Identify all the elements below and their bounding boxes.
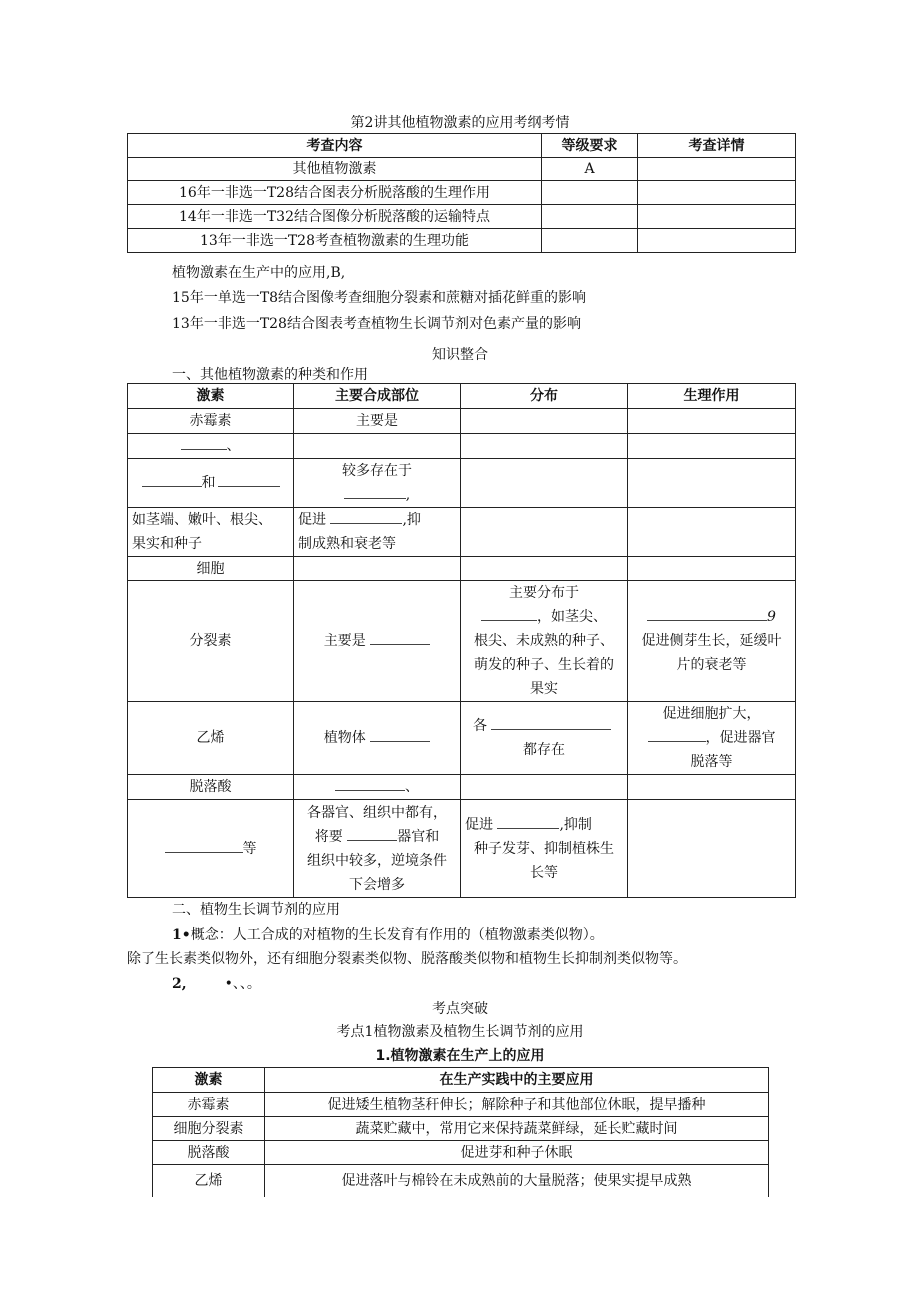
table-row: 乙烯 植物体 各 都存在 促进细胞扩大， ，促进器官 脱落等	[128, 702, 796, 775]
table-row: 如茎端、嫩叶、根尖、 果实和种子 促进 ,抑 制成熟和衰老等	[128, 508, 796, 557]
section-heading: 考点突破	[432, 1001, 488, 1017]
table-row: 等 各器官、组织中都有， 将要 器官和 组织中较多，逆境条件 下会增多 促进 ,抑制 种子发芽、抑制植株生 长等	[128, 800, 796, 898]
header-synthesis: 主要合成部位	[294, 384, 461, 409]
table-row: 13年一非选一T28考查植物激素的生理功能	[128, 229, 796, 253]
exam-outline-table	[127, 133, 796, 253]
table-row: 细胞	[128, 557, 796, 581]
table-row: 脱落酸 促进芽和种子休眠	[153, 1141, 769, 1165]
header-level: 等级要求	[542, 134, 638, 158]
paragraph: 13年一非选一T28结合图表考查植物生长调节剂对色素产量的影响	[172, 316, 581, 332]
table-row: 14年一非选一T32结合图像分析脱落酸的运输特点	[128, 205, 796, 229]
paragraph: 植物激素在生产中的应用,B,	[172, 265, 346, 281]
table-row: 细胞分裂素 蔬菜贮藏中，常用它来保持蔬菜鲜绿，延长贮藏时间	[153, 1117, 769, 1141]
application-table	[152, 1067, 769, 1197]
sub-title: 1.植物激素在生产上的应用	[375, 1048, 545, 1064]
table-row: 和 较多存在于 ,	[128, 459, 796, 508]
section-title: 二、植物生长调节剂的应用	[172, 902, 340, 918]
table-row: 乙烯 促进落叶与棉铃在未成熟前的大量脱落；使果实提早成熟	[153, 1165, 769, 1197]
header-hormone: 激素	[128, 384, 294, 409]
header-hormone: 激素	[153, 1068, 265, 1093]
section-title: 一、其他植物激素的种类和作用	[172, 367, 368, 383]
kaodian-title: 考点1植物激素及植物生长调节剂的应用	[336, 1024, 584, 1040]
table-row: 赤霉素 主要是	[128, 409, 796, 434]
header-application: 在生产实践中的主要应用	[265, 1068, 769, 1093]
table-row: 16年一非选一T28结合图表分析脱落酸的生理作用	[128, 181, 796, 205]
section-heading: 知识整合	[432, 347, 488, 363]
table-row: 脱落酸 、	[128, 775, 796, 800]
item-two: 2, •、、。	[172, 976, 261, 992]
table-row: 、	[128, 434, 796, 459]
page-title: 第2讲其他植物激素的应用考纲考情	[350, 115, 570, 131]
hormone-table	[127, 383, 796, 898]
concept-paragraph: 1•概念：人工合成的对植物的生长发育有作用的（植物激素类似物）。	[172, 927, 604, 943]
header-content: 考查内容	[128, 134, 542, 158]
table-row: 赤霉素 促进矮生植物茎秆伸长；解除种子和其他部位休眠，提早播种	[153, 1093, 769, 1117]
table-row: 其他植物激素 A	[128, 158, 796, 181]
paragraph: 15年一单选一T8结合图像考查细胞分裂素和蔗糖对插花鲜重的影响	[172, 290, 587, 306]
header-distribution: 分布	[461, 384, 628, 409]
table-row: 分裂素 主要是 主要分布于 ，如茎尖、 根尖、未成熟的种子、 萌发的种子、生长着的 果实 9 促进侧芽生长，延缓叶 片的衰老等	[128, 581, 796, 702]
header-function: 生理作用	[628, 384, 796, 409]
paragraph: 除了生长素类似物外，还有细胞分裂素类似物、脱落酸类似物和植物生长抑制剂类似物等。	[127, 951, 687, 967]
header-detail: 考查详情	[638, 134, 796, 158]
